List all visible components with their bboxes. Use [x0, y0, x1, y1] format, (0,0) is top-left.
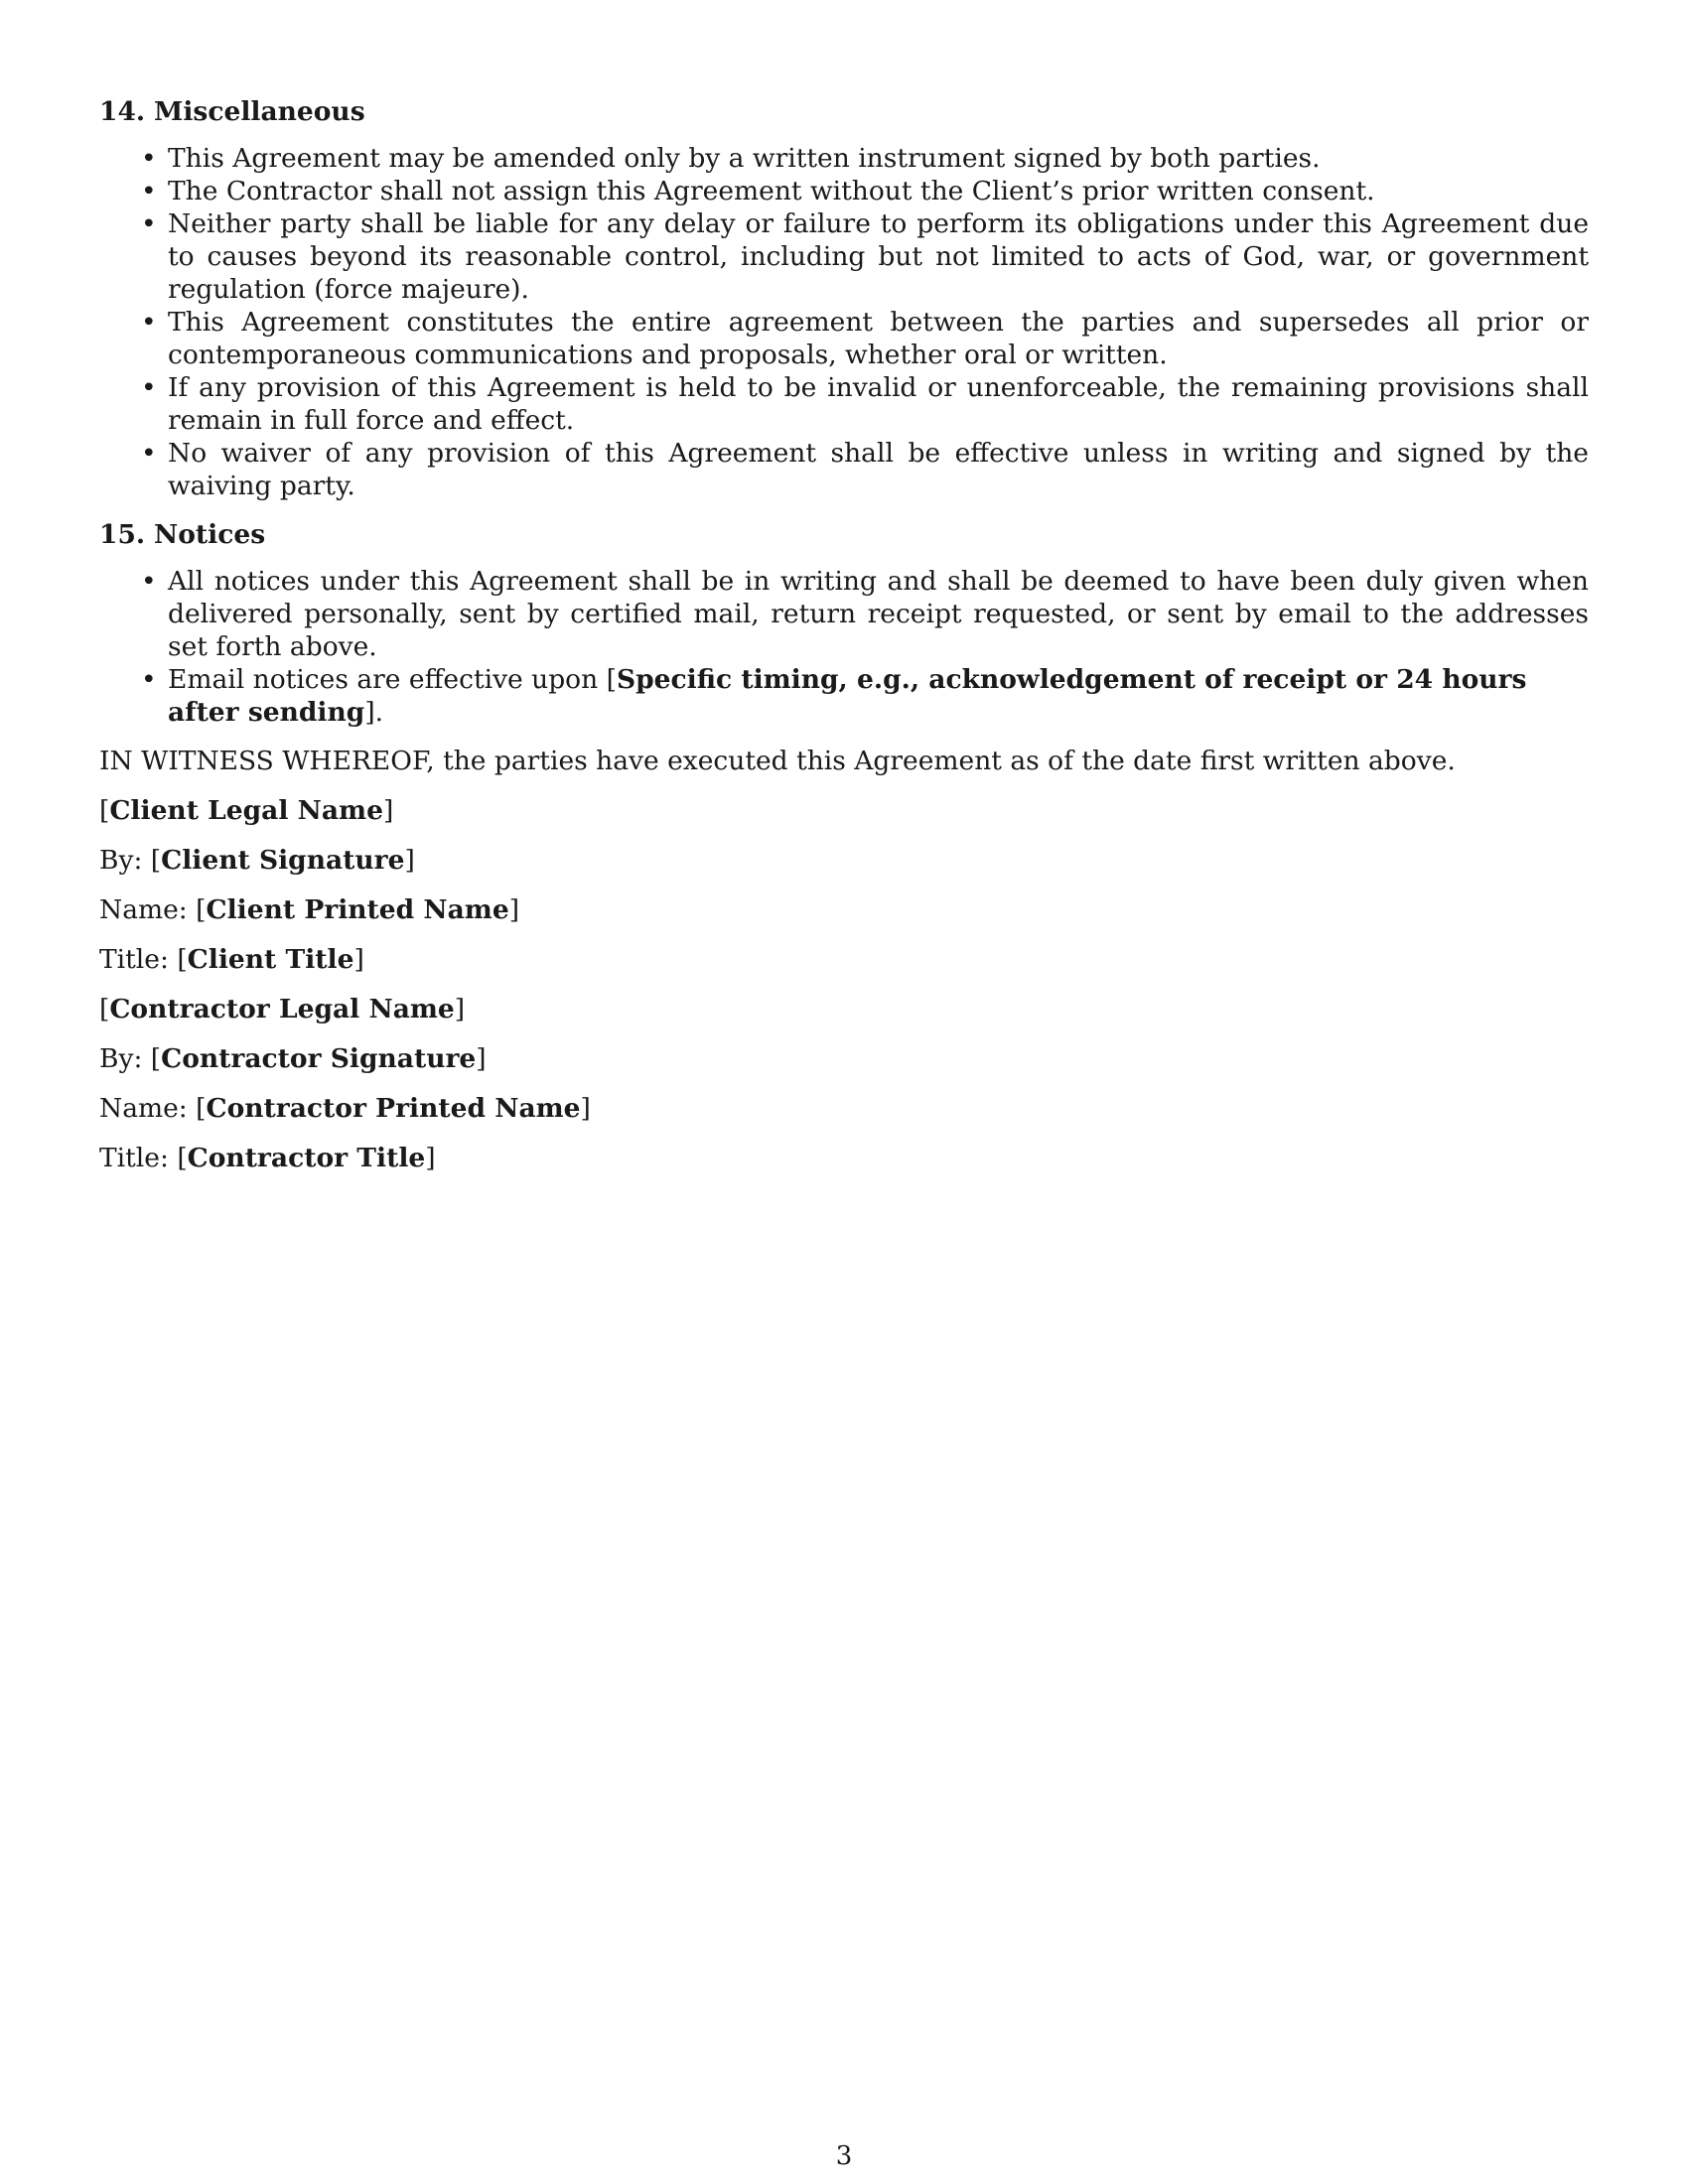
- client-name-line: Name: [Client Printed Name]: [99, 894, 520, 925]
- clause-list-notices: [99, 565, 1589, 729]
- bullet-icon: •: [141, 664, 157, 695]
- list-item: • The Contractor shall not assign this Agreement without the Client’s prior written consent.: [141, 176, 1375, 206]
- section-heading-notices: [99, 518, 1589, 551]
- client-title-line: Title: [Client Title]: [99, 944, 364, 975]
- bullet-icon: •: [141, 438, 157, 469]
- contractor-by-line: By: [Contractor Signature]: [99, 1043, 487, 1074]
- list-item: • Email notices are effective upon [Specific timing, e.g., acknowledgement of receipt or 24 hours after sending].: [141, 664, 1527, 728]
- clause-list-miscellaneous: [99, 142, 1589, 502]
- contractor-title-line: Title: [Contractor Title]: [99, 1143, 436, 1173]
- list-item: • Neither party shall be liable for any delay or failure to perform its obligations under this Agreement due to causes beyond its reasonable control, including but not limited to acts of God, war, or government regulation (force majeure).: [141, 208, 1589, 305]
- contractor-legal-name: [Contractor Legal Name]: [99, 994, 466, 1024]
- section-title: Miscellaneous: [154, 96, 365, 127]
- placeholder-timing: Specific timing, e.g., acknowledgement of receipt or 24 hours after sending: [168, 664, 1527, 728]
- document-page: [99, 95, 1589, 1191]
- list-item: • If any provision of this Agreement is held to be invalid or unenforceable, the remaining provisions shall remain in full force and effect.: [141, 372, 1589, 436]
- bullet-icon: •: [141, 372, 157, 403]
- client-by-line: By: [Client Signature]: [99, 845, 415, 876]
- section-number: 15.: [99, 519, 146, 550]
- bullet-icon: •: [141, 143, 157, 174]
- bullet-icon: •: [141, 307, 157, 338]
- section-heading-miscellaneous: [99, 95, 1589, 128]
- section-title: Notices: [154, 519, 266, 550]
- bullet-icon: •: [141, 566, 157, 597]
- list-item: • This Agreement may be amended only by a written instrument signed by both parties.: [141, 143, 1321, 174]
- client-legal-name: [Client Legal Name]: [99, 795, 394, 826]
- list-item: • All notices under this Agreement shall be in writing and shall be deemed to have been duly given when delivered personally, sent by certified mail, return receipt requested, or sent by email to the addresses set forth above.: [141, 566, 1589, 662]
- bullet-icon: •: [141, 208, 157, 239]
- bullet-icon: •: [141, 176, 157, 206]
- list-item: • This Agreement constitutes the entire agreement between the parties and supersedes all prior or contemporaneous communications and proposals, whether oral or written.: [141, 307, 1589, 370]
- section-number: 14.: [99, 96, 146, 127]
- witness-clause: IN WITNESS WHEREOF, the parties have executed this Agreement as of the date first written above.: [99, 746, 1456, 776]
- list-item: • No waiver of any provision of this Agreement shall be effective unless in writing and signed by the waiving party.: [141, 438, 1589, 501]
- page-number: 3: [835, 2141, 853, 2171]
- contractor-name-line: Name: [Contractor Printed Name]: [99, 1093, 591, 1124]
